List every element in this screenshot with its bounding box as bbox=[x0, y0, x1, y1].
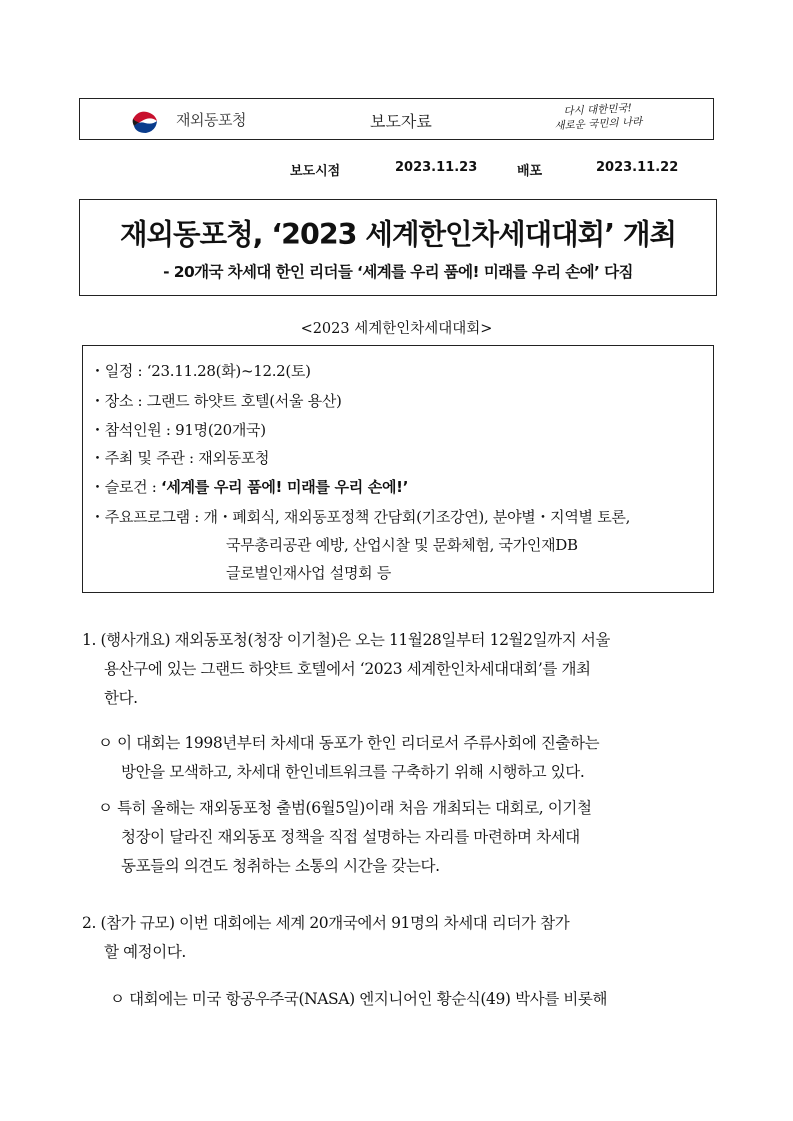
slogan-line bbox=[90, 476, 408, 497]
para2-line1: 2. (참가 규모) 이번 대회에는 세계 20개국에서 91명의 차세대 리더가 참가 bbox=[82, 914, 570, 932]
bullet1-line2: 방안을 모색하고, 차세대 한인네트워크를 구축하기 위해 시행하고 있다. bbox=[121, 763, 585, 781]
bullet1-line1: ㅇ 이 대회는 1998년부터 차세대 동포가 한인 리더로서 주류사회에 진출하는 bbox=[98, 734, 600, 752]
programs-value-line3: 글로벌인재사업 설명회 등 bbox=[226, 564, 392, 582]
title-box bbox=[79, 199, 717, 296]
release-label: 보도시점 bbox=[290, 164, 341, 179]
document-type: 보도자료 bbox=[370, 112, 432, 131]
venue-value: 그랜드 하얏트 호텔(서울 용산) bbox=[146, 392, 342, 410]
release-info bbox=[0, 160, 793, 180]
slogan-label: ・슬로건 : bbox=[90, 478, 161, 496]
motto-line1: 다시 대한민국! bbox=[563, 102, 633, 118]
taegeuk-logo-icon bbox=[130, 106, 160, 136]
subtitle: - 20개국 차세대 한인 리더들 ‘세계를 우리 품에! 미래를 우리 손에’ 다짐 bbox=[163, 263, 633, 281]
attendees-label: ・참석인원 : bbox=[90, 421, 176, 439]
agency-name: 재외동포청 bbox=[176, 111, 246, 129]
main-title: 재외동포청, ‘2023 세계한인차세대대회’ 개최 bbox=[119, 218, 677, 251]
schedule-label: ・일정 : bbox=[90, 362, 147, 380]
distribution-date: 2023.11.22 bbox=[596, 160, 679, 175]
attendees-value: 91명(20개국) bbox=[175, 421, 266, 439]
para2-line2: 할 예정이다. bbox=[104, 943, 186, 961]
release-date: 2023.11.23 bbox=[395, 160, 478, 175]
venue-line bbox=[90, 390, 342, 411]
attendees-line bbox=[90, 419, 266, 440]
para1-line3: 한다. bbox=[104, 689, 138, 707]
programs-line bbox=[90, 506, 630, 527]
event-caption: <2023 세계한인차세대대회> bbox=[300, 321, 493, 337]
organizer-line bbox=[90, 447, 269, 468]
programs-value-line2: 국무총리공관 예방, 산업시찰 및 문화체험, 국가인재DB bbox=[226, 536, 578, 554]
para1-line1: 1. (행사개요) 재외동포청(청장 이기철)은 오는 11월28일부터 12월2일까지 서울 bbox=[82, 631, 610, 649]
schedule-value: ‘23.11.28(화)~12.2(토) bbox=[146, 362, 311, 380]
organizer-label: ・주최 및 주관 : bbox=[90, 449, 199, 467]
motto-handwritten bbox=[537, 100, 658, 134]
organizer-value: 재외동포청 bbox=[198, 449, 270, 467]
para1-line2: 용산구에 있는 그랜드 하얏트 호텔에서 ‘2023 세계한인차세대대회’를 개최 bbox=[104, 660, 591, 678]
motto-line2: 새로운 국민의 나라 bbox=[554, 115, 643, 133]
event-info-box bbox=[82, 345, 714, 593]
bullet2-line2: 청장이 달라진 재외동포 정책을 직접 설명하는 자리를 마련하며 차세대 bbox=[121, 828, 580, 846]
distribution-label: 배포 bbox=[517, 164, 543, 179]
schedule-line bbox=[90, 360, 311, 381]
bullet2-line1: ㅇ 특히 올해는 재외동포청 출범(6월5일)이래 처음 개최되는 대회로, 이기철 bbox=[98, 799, 592, 817]
venue-label: ・장소 : bbox=[90, 392, 147, 410]
bullet2-line3: 동포들의 의견도 청취하는 소통의 시간을 갖는다. bbox=[121, 857, 440, 875]
programs-value-line1: 개・폐회식, 재외동포정책 간담회(기조강연), 분야별・지역별 토론, bbox=[203, 508, 631, 526]
press-header bbox=[79, 98, 714, 140]
bullet3-line1: ㅇ 대회에는 미국 항공우주국(NASA) 엔지니어인 황순식(49) 박사를 비롯해 bbox=[110, 990, 608, 1008]
slogan-value: ‘세계를 우리 품에! 미래를 우리 손에!’ bbox=[160, 478, 409, 496]
programs-label: ・주요프로그램 : bbox=[90, 508, 204, 526]
